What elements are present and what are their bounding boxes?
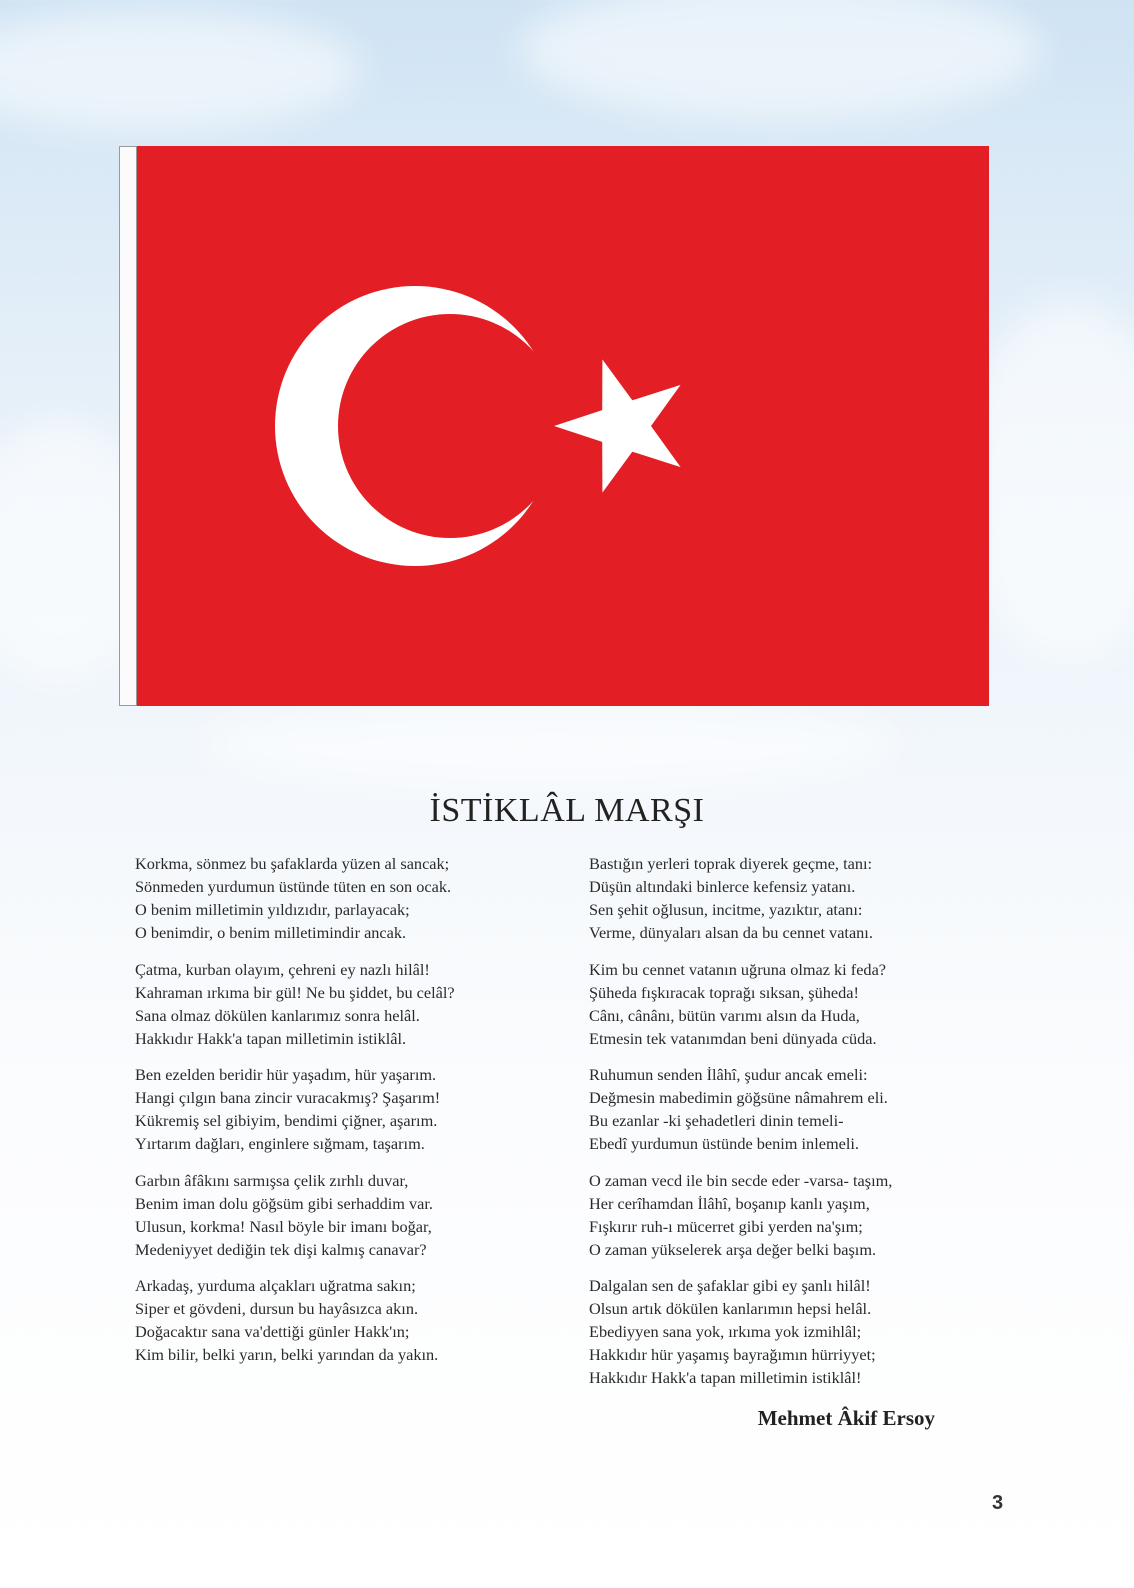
poem-line: Kükremiş sel gibiyim, bendimi çiğner, aşarım. <box>135 1111 438 1130</box>
poem-line: Ruhumun senden İlâhî, şudur ancak emeli: <box>589 1065 868 1084</box>
poem-line: Sen şehit oğlusun, incitme, yazıktır, atanı: <box>589 900 863 919</box>
stanza <box>589 1169 989 1261</box>
poem-line: Ben ezelden beridir hür yaşadım, hür yaşarım. <box>135 1065 437 1084</box>
poem-line: Ebedî yurdumun üstünde benim inlemeli. <box>589 1134 859 1153</box>
poem-line: Çatma, kurban olayım, çehreni ey nazlı hilâl! <box>135 959 430 979</box>
flag-hoist-sleeve <box>119 146 137 706</box>
poem-line: O benimdir, o benim milletimindir ancak. <box>135 923 407 942</box>
sky-cloud <box>0 10 360 130</box>
poem-line: Cânı, cânânı, bütün varımı alsın da Huda, <box>589 1005 860 1025</box>
poem-line: Verme, dünyaları alsan da bu cennet vatanı. <box>589 923 873 942</box>
poem-line: Arkadaş, yurduma alçakları uğratma sakın; <box>135 1276 416 1295</box>
poem-line: Sana olmaz dökülen kanlarımız sonra helâl. <box>135 1005 420 1025</box>
stanza <box>589 1063 989 1155</box>
poem-line: Olsun artık dökülen kanlarımın hepsi helâl. <box>589 1299 872 1318</box>
poem-line: Kim bilir, belki yarın, belki yarından da yakın. <box>135 1345 439 1364</box>
poem-line: Ulusun, korkma! Nasıl böyle bir imanı boğar, <box>135 1216 432 1236</box>
anthem-title: İSTİKLÂL MARŞI <box>429 792 705 829</box>
poem-line: Ebediyyen sana yok, ırkıma yok izmihlâl; <box>589 1322 862 1341</box>
stanza <box>135 958 545 1050</box>
poem-left-column <box>135 852 545 1380</box>
poem-line: Her cerîhamdan İlâhî, boşanıp kanlı yaşım, <box>589 1193 870 1213</box>
poem-line: Benim iman dolu göğsüm gibi serhaddim var. <box>135 1193 434 1213</box>
poem-line: Düşün altındaki binlerce kefensiz yatanı. <box>589 877 856 896</box>
poem-line: Kim bu cennet vatanın uğruna olmaz ki feda? <box>589 959 887 979</box>
poem-line: Doğacaktır sana va'dettiği günler Hakk'ın; <box>135 1322 410 1341</box>
stanza <box>135 1274 545 1366</box>
poem-line: Hangi çılgın bana zincir vuracakmış? Şaşarım! <box>135 1088 441 1107</box>
poem-line: Etmesin tek vatanımdan beni dünyada cüda. <box>589 1028 877 1048</box>
poem-right-column <box>589 852 989 1403</box>
poem-line: O zaman vecd ile bin secde eder -varsa- taşım, <box>589 1170 893 1190</box>
page-number: 3 <box>992 1492 1004 1514</box>
turkish-flag <box>119 146 989 706</box>
sky-cloud <box>200 700 900 790</box>
flag-graphic <box>137 146 989 706</box>
poem-line: Kahraman ırkıma bir gül! Ne bu şiddet, bu celâl? <box>135 982 455 1002</box>
poem-line: O benim milletimin yıldızıdır, parlayacak; <box>135 900 410 919</box>
poem-line: Medeniyyet dediğin tek dişi kalmış canavar? <box>135 1239 427 1259</box>
crescent-inner-cutout <box>338 314 562 538</box>
flag-field <box>137 146 989 706</box>
stanza <box>589 958 989 1050</box>
stanza <box>135 1169 545 1261</box>
poem-line: Fışkırır ruh-ı mücerret gibi yerden na'şım; <box>589 1216 863 1236</box>
poem-line: Yırtarım dağları, enginlere sığmam, taşarım. <box>135 1134 425 1153</box>
stanza <box>589 852 989 944</box>
stanza <box>135 1063 545 1155</box>
poem-line: Bastığın yerleri toprak diyerek geçme, tanı: <box>589 854 873 873</box>
stanza <box>589 1274 989 1389</box>
sky-cloud <box>520 0 1040 120</box>
poem-line: Siper et gövdeni, dursun bu hayâsızca akın. <box>135 1299 419 1318</box>
poem-line: Sönmeden yurdumun üstünde tüten en son ocak. <box>135 877 452 896</box>
stanza <box>135 852 545 944</box>
poem-line: Garbın âfâkını sarmışsa çelik zırhlı duvar, <box>135 1170 409 1190</box>
poem-line: Şüheda fışkıracak toprağı sıksan, şüheda! <box>589 982 859 1002</box>
poem-line: Hakkıdır Hakk'a tapan milletimin istiklâl. <box>135 1028 407 1048</box>
poem-line: Değmesin mabedimin göğsüne nâmahrem eli. <box>589 1088 888 1107</box>
poem-line: Korkma, sönmez bu şafaklarda yüzen al sancak; <box>135 854 450 873</box>
poem-line: Bu ezanlar -ki şehadetleri dinin temeli- <box>589 1111 844 1130</box>
poem-line: Dalgalan sen de şafaklar gibi ey şanlı hilâl! <box>589 1276 871 1295</box>
author-signature: Mehmet Âkif Ersoy <box>757 1406 935 1430</box>
poem-line: Hakkıdır Hakk'a tapan milletimin istiklâl! <box>589 1368 862 1387</box>
poem-line: Hakkıdır hür yaşamış bayrağımın hürriyyet; <box>589 1345 876 1364</box>
poem-line: O zaman yükselerek arşa değer belki başım. <box>589 1239 877 1259</box>
